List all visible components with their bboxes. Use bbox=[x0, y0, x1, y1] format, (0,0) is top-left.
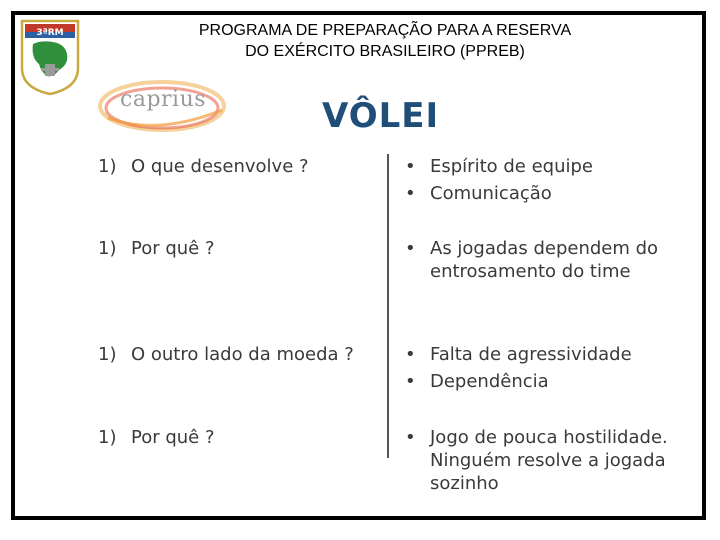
question-number: 1) bbox=[98, 156, 117, 177]
answer-text: Dependência bbox=[430, 371, 549, 392]
answer-group-3 bbox=[405, 343, 695, 397]
question-4 bbox=[98, 426, 215, 449]
bullet: • bbox=[405, 183, 416, 204]
answer-text: Falta de agressividade bbox=[430, 344, 632, 365]
answer-group-1 bbox=[405, 155, 695, 209]
column-divider bbox=[387, 154, 389, 458]
bullet: • bbox=[405, 427, 416, 448]
bullet: • bbox=[405, 156, 416, 177]
answer-item bbox=[405, 182, 695, 205]
slide-title: VÔLEI bbox=[322, 96, 440, 136]
question-text: O outro lado da moeda ? bbox=[131, 344, 354, 365]
answer-item bbox=[405, 343, 695, 366]
bullet: • bbox=[405, 238, 416, 259]
caprius-logo bbox=[98, 78, 230, 134]
question-number: 1) bbox=[98, 427, 117, 448]
answer-item bbox=[405, 237, 695, 283]
emblem-text: 3ªRM bbox=[36, 28, 64, 38]
header-line-2: DO EXÉRCITO BRASILEIRO (PPREB) bbox=[245, 43, 525, 60]
answer-text: Espírito de equipe bbox=[430, 156, 594, 177]
answer-text: As jogadas dependem do entrosamento do time bbox=[430, 238, 659, 282]
army-emblem-icon bbox=[19, 18, 81, 96]
caprius-logo-text: caprius bbox=[120, 87, 207, 112]
answer-item bbox=[405, 155, 695, 178]
question-3 bbox=[98, 343, 354, 366]
bullet: • bbox=[405, 344, 416, 365]
question-text: Por quê ? bbox=[131, 427, 215, 448]
bullet: • bbox=[405, 371, 416, 392]
question-number: 1) bbox=[98, 238, 117, 259]
question-1 bbox=[98, 155, 309, 178]
answer-text: Comunicação bbox=[430, 183, 552, 204]
answer-group-2 bbox=[405, 237, 695, 287]
question-text: Por quê ? bbox=[131, 238, 215, 259]
question-text: O que desenvolve ? bbox=[131, 156, 309, 177]
answer-item bbox=[405, 426, 695, 495]
question-number: 1) bbox=[98, 344, 117, 365]
answer-item bbox=[405, 370, 695, 393]
header-line-1: PROGRAMA DE PREPARAÇÃO PARA A RESERVA bbox=[198, 22, 572, 39]
question-2 bbox=[98, 237, 215, 260]
answer-text: Jogo de pouca hostilidade. Ninguém resolve a jogada sozinho bbox=[430, 427, 668, 494]
page-header bbox=[150, 20, 620, 62]
answer-group-4 bbox=[405, 426, 695, 499]
